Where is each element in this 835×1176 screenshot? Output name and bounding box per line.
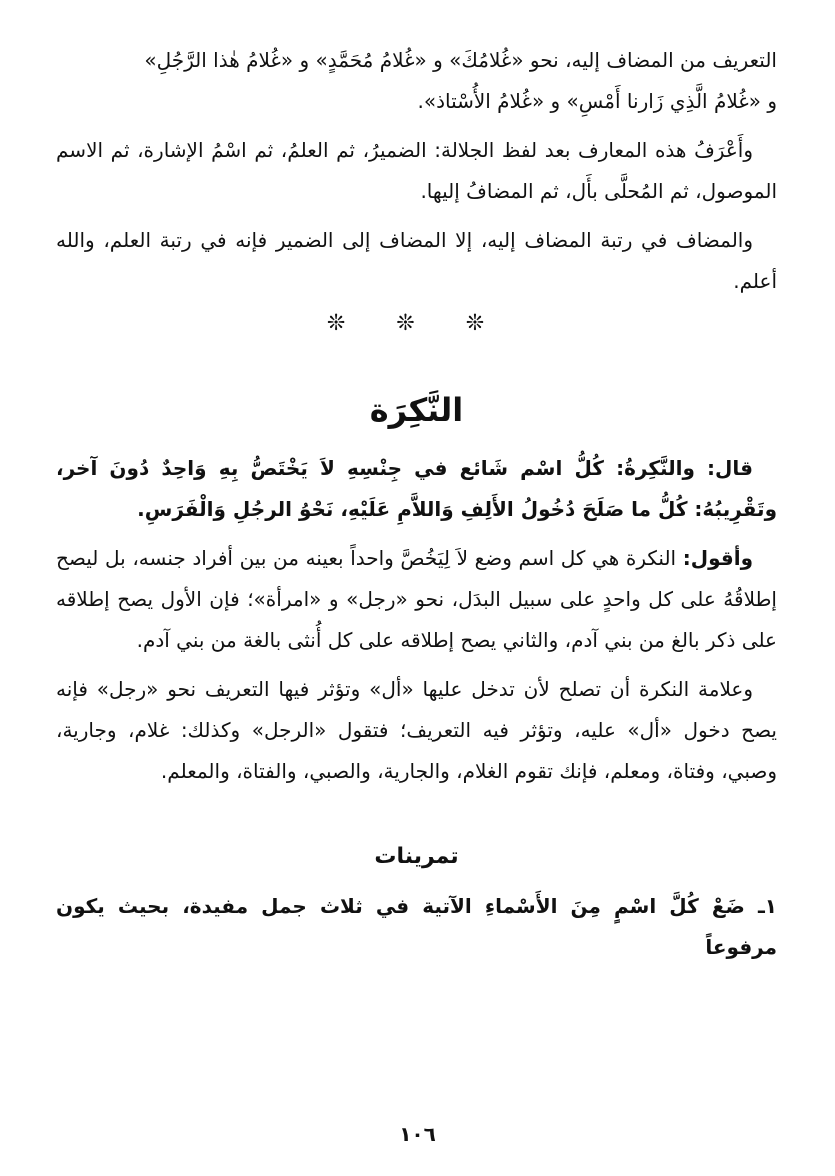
quote-text: كُلُّ اسْم شَائع في جِنْسِهِ لاَ يَخْتَصُّ بِهِ وَاحِدٌ دُونَ آخر، وتَقْرِيبُهُ: كُلُّ ما صَلَحَ دُخُولُ الأَلِفِ وَاللاَّمِ عَلَيْهِ، نَحْوُ الرجُلِ وَالْفَرَسِ. <box>56 456 777 521</box>
explanation-lead: وأقول: <box>682 546 754 570</box>
page-number: ١٠٦ <box>399 1122 436 1146</box>
paragraph-line: التعريف من المضاف إليه، نحو «غُلامُكَ» و «غُلامُ مُحَمَّدٍ» و «غُلامُ هٰذا الرَّجُلِ» <box>144 48 777 72</box>
exercises-title: تمرينات <box>374 844 459 869</box>
paragraph-sign-of-indefinite: وعلامة النكرة أن تصلح لأن تدخل عليها «أل» وتؤثر فيها التعريف نحو «رجل» فإنه يصح دخول «أل» عليه، وتؤثر فيه التعريف؛ فتقول «الرجل» وكذلك: غلام، وجارية، وصبي، وفتاة، ومعلم، فإنك تقوم الغلام، والجارية، والصبي، والفتاة، والمعلم. <box>56 677 777 783</box>
paragraph-line: و «غُلامُ الَّذِي زَارنا أَمْسِ» و «غُلامُ الأُسْتاذ». <box>417 89 777 113</box>
paragraph-ranking-of-definites: وأَعْرَفُ هذه المعارف بعد لفظ الجلالة: الضميرُ، ثم العلمُ، ثم اسْمُ الإشارة، ثم الاسم الموصول، ثم المُحلَّى بأَل، ثم المضافُ إليها. <box>56 138 777 203</box>
quote-paragraph <box>56 448 777 530</box>
explanation-paragraph <box>56 538 777 661</box>
quote-lead: قال: والنَّكِرةُ: <box>616 456 753 480</box>
paragraph-definite-examples <box>56 40 777 122</box>
exercise-item-1: ١ـ ضَعْ كُلَّ اسْمٍ مِنَ الأَسْماءِ الآتية في ثلاث جمل مفيدة، بحيث يكون مرفوعاً <box>56 894 777 959</box>
explanation-text: النكرة هي كل اسم وضع لاَ لِيَخُصَّ واحداً بعينه من بين أفراد جنسه، بل ليصح إطلاقُهُ على كل واحدٍ على سبيل البدَل، نحو «رجل» و «امرأة»؛ فإن الأول يصح إطلاقه على ذكر بالغ من بني آدم، والثاني يصح إطلاقه على كل أُنثى بالغة من بني آدم. <box>56 546 777 652</box>
section-title: النَّكِرَة <box>369 391 464 429</box>
book-page <box>56 40 777 1176</box>
paragraph-mudaf-rank: والمضاف في رتبة المضاف إليه، إلا المضاف إلى الضمير فإنه في رتبة العلم، والله أعلم. <box>56 228 777 293</box>
section-separator: ❊ ❊ ❊ <box>326 311 507 336</box>
